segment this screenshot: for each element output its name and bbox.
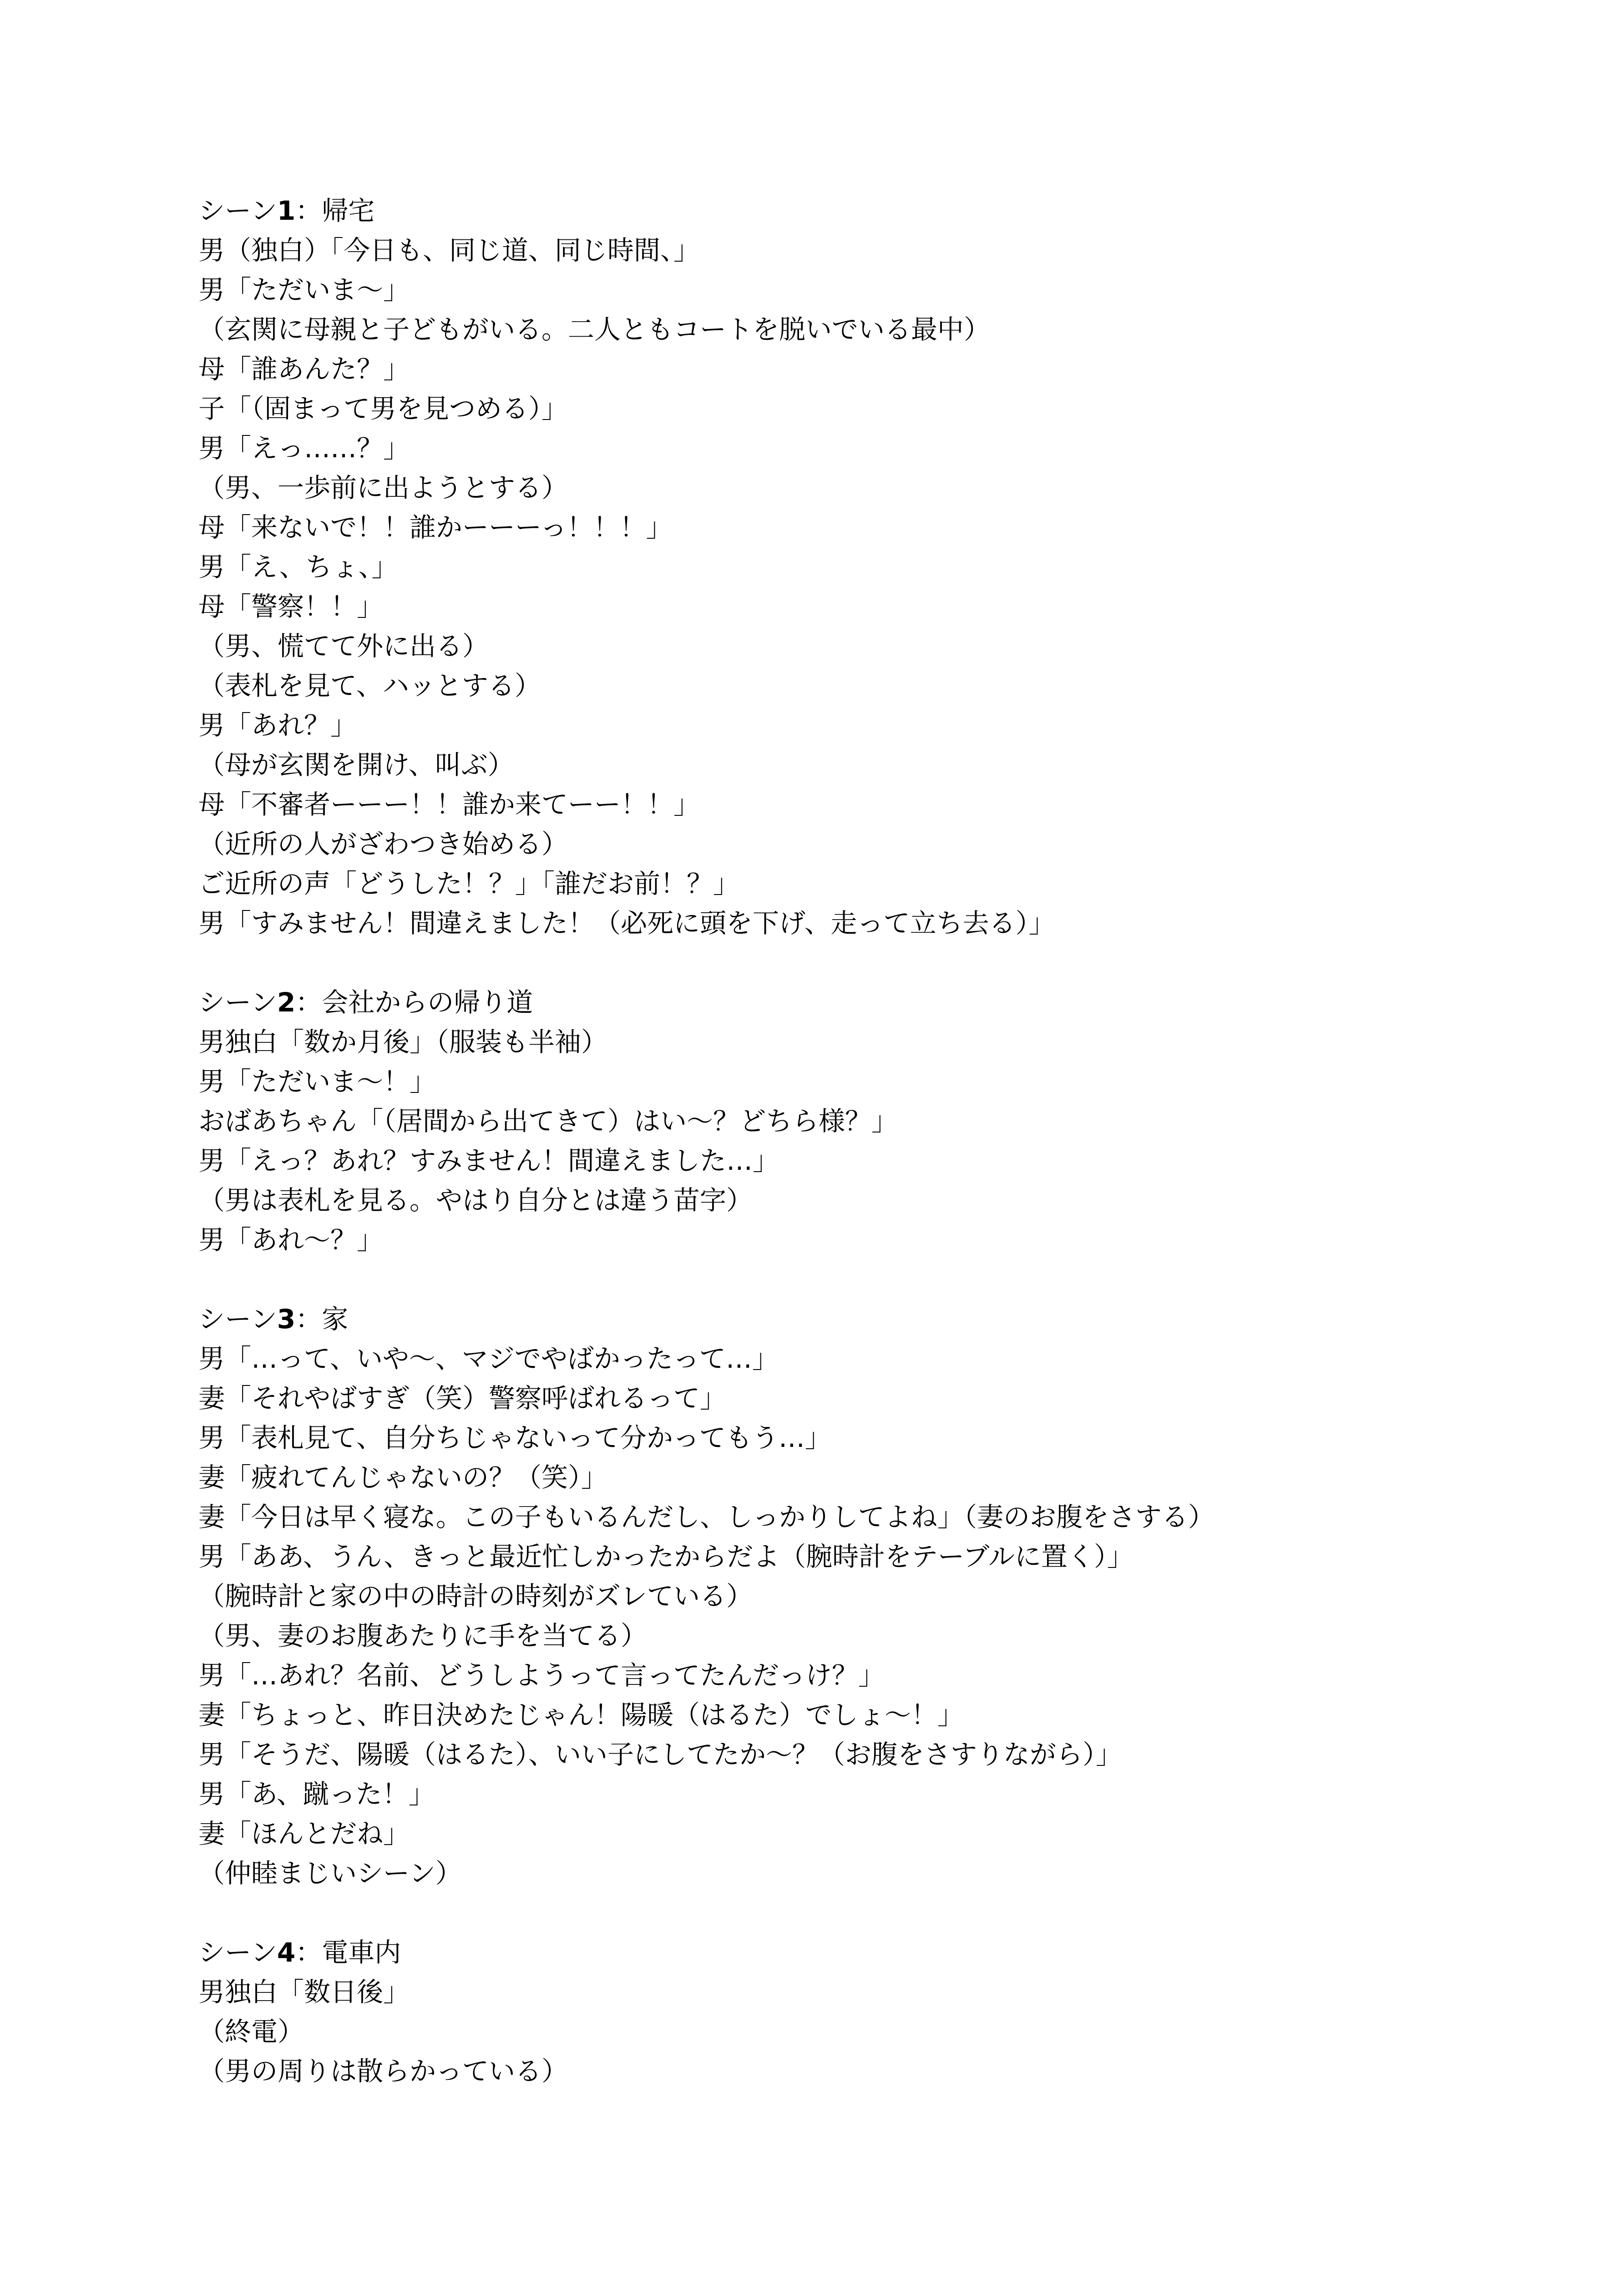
scene-heading-title: ：会社からの帰り道 [295, 987, 533, 1018]
script-line: 母「警察！！」 [198, 591, 384, 622]
script-line: （仲睦まじいシーン） [198, 1858, 462, 1889]
script-line: 男「あれ？」 [198, 710, 357, 741]
script-line: 男「あ、蹴った！」 [198, 1779, 435, 1810]
script-line: 男独白「数日後」 [198, 1977, 410, 2007]
scene-heading [198, 191, 1563, 231]
script-line: 母「誰あんた？」 [198, 354, 410, 384]
script-line: 妻「今日は早く寝な。この子もいるんだし、しっかりしてよね」（妻のお腹をさする） [198, 1502, 1215, 1532]
script-line: 男「そうだ、陽暖（はるた）、いい子にしてたか～？（お腹をさすりながら）」 [198, 1739, 1123, 1770]
script-line: 母「不審者ーーー！！誰か来てーー！！」 [198, 789, 700, 820]
script-line: おばあちゃん「（居間から出てきて）はい～？どちら様？」 [198, 1106, 898, 1137]
script-line: （男は表札を見る。やはり自分とは違う苗字） [198, 1185, 753, 1216]
script-line: 妻「疲れてんじゃないの？（笑）」 [198, 1462, 608, 1493]
script-line: 妻「ほんとだね」 [198, 1818, 410, 1849]
scene-number: 2 [277, 987, 296, 1018]
scene-4 [198, 1933, 1563, 2091]
scene-heading-prefix: シーン [198, 195, 277, 226]
script-line: 男「ああ、うん、きっと最近忙しかったからだよ（腕時計をテーブルに置く）」 [198, 1541, 1133, 1572]
scene-heading-title: ：電車内 [295, 1937, 401, 1968]
script-line: （男、慌てて外に出る） [198, 631, 489, 662]
script-line: 妻「それやばすぎ（笑）警察呼ばれるって」 [198, 1383, 727, 1414]
script-line: 男「あれ～？」 [198, 1224, 384, 1255]
script-line: 男「…あれ？名前、どうしようって言ってたんだっけ？」 [198, 1660, 885, 1691]
scene-heading-title: ：家 [295, 1304, 349, 1335]
scene-1 [198, 191, 1563, 943]
script-line: 男「表札見て、自分ちじゃないって分かってもう…」 [198, 1422, 831, 1453]
script-line: （男、一歩前に出ようとする） [198, 472, 568, 503]
script-line: （男の周りは散らかっている） [198, 2056, 568, 2087]
scene-heading [198, 1299, 1563, 1339]
scene-heading-prefix: シーン [198, 1937, 277, 1968]
scene-number: 4 [277, 1937, 296, 1968]
scene-2 [198, 983, 1563, 1260]
script-line: （男、妻のお腹あたりに手を当てる） [198, 1620, 648, 1651]
script-line: （終電） [198, 2016, 304, 2047]
scene-number: 1 [277, 195, 296, 226]
script-line: 妻「ちょっと、昨日決めたじゃん！陽暖（はるた）でしょ～！」 [198, 1699, 964, 1730]
script-line: 子「（固まって男を見つめる）」 [198, 393, 568, 424]
scene-heading [198, 1933, 1563, 1972]
scene-number: 3 [277, 1304, 296, 1335]
script-body [198, 191, 1563, 2131]
scene-heading [198, 983, 1563, 1022]
script-line: （近所の人がざわつき始める） [198, 829, 568, 859]
script-line: （表札を見て、ハッとする） [198, 670, 541, 701]
script-line: （腕時計と家の中の時計の時刻がズレている） [198, 1581, 753, 1612]
script-line: 母「来ないで！！誰かーーーっ！！！」 [198, 512, 673, 543]
script-line: （玄関に母親と子どもがいる。二人ともコートを脱いでいる最中） [198, 314, 991, 345]
script-line: ご近所の声「どうした！？」「誰だお前！？」 [198, 868, 740, 899]
scene-3 [198, 1299, 1563, 1893]
script-line: 男「ただいま～！」 [198, 1066, 436, 1097]
scene-heading-title: ：帰宅 [295, 195, 375, 226]
script-line: 男「すみません！間違えました！（必死に頭を下げ、走って立ち去る）」 [198, 908, 1055, 939]
scene-heading-prefix: シーン [198, 1304, 277, 1335]
script-line: （母が玄関を開け、叫ぶ） [198, 749, 514, 780]
script-line: 男「え、ちょ、」 [198, 551, 398, 582]
script-line: 男「えっ……？」 [198, 433, 410, 464]
script-line: 男「ただいま～」 [198, 274, 410, 305]
script-line: 男（独白）「今日も、同じ道、同じ時間、」 [198, 235, 700, 266]
script-line: 男独白「数か月後」（服装も半袖） [198, 1026, 608, 1057]
script-line: 男「…って、いや～、マジでやばかったって…」 [198, 1343, 779, 1374]
script-line: 男「えっ？あれ？すみません！間違えました…」 [198, 1145, 779, 1176]
scene-heading-prefix: シーン [198, 987, 277, 1018]
